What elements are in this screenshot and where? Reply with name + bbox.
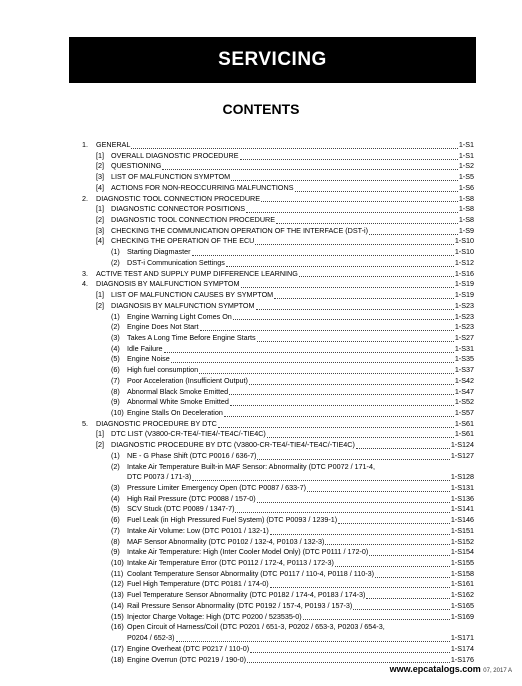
toc-entry-label: Intake Air Temperature Built-in MAF Sensor: Abnormality (DTC P0072 / 171-4, — [127, 461, 375, 471]
toc-entry-page: 1-S2 — [458, 161, 474, 171]
toc-entry[interactable] — [82, 547, 474, 558]
toc-entry-page: 1-S1 — [458, 150, 474, 160]
toc-entry-number: (16) — [111, 622, 124, 632]
toc-entry[interactable] — [82, 365, 474, 376]
toc-leader-dots — [274, 290, 454, 299]
toc-entry-number: (1) — [111, 311, 120, 321]
toc-leader-dots — [218, 419, 454, 428]
toc-entry-label: SCV Stuck (DTC P0089 / 1347-7) — [127, 504, 235, 514]
toc-entry[interactable] — [82, 397, 474, 408]
toc-entry-page: 1-S10 — [454, 236, 474, 246]
toc-entry-number: (10) — [111, 407, 124, 417]
table-of-contents — [82, 140, 474, 665]
toc-entry-number: (5) — [111, 354, 120, 364]
toc-entry[interactable] — [82, 408, 474, 419]
toc-entry-label: Starting Diagmaster — [127, 247, 191, 257]
toc-leader-dots — [307, 483, 450, 492]
toc-entry-number: [3] — [96, 225, 104, 235]
toc-entry-label: DIAGNOSTIC CONNECTOR POSITIONS — [111, 204, 246, 214]
toc-entry-page: 1-S158 — [450, 568, 474, 578]
toc-leader-dots — [303, 611, 450, 620]
toc-entry-label: High fuel consumption — [127, 365, 199, 375]
toc-entry-label: Idle Failure — [127, 343, 163, 353]
toc-leader-dots — [230, 397, 454, 406]
toc-entry-label: ACTIVE TEST AND SUPPLY PUMP DIFFERENCE LEARNING — [96, 268, 298, 278]
toc-leader-dots — [338, 515, 450, 524]
toc-entry-number: (9) — [111, 397, 120, 407]
toc-entry[interactable] — [82, 569, 474, 580]
toc-leader-dots — [369, 226, 458, 235]
toc-entry-page: 1-S52 — [454, 397, 474, 407]
toc-entry-page: 1-S128 — [450, 472, 474, 482]
toc-entry-page: 1-S162 — [450, 590, 474, 600]
toc-entry-label: DIAGNOSIS BY MALFUNCTION SYMPTOM — [96, 279, 240, 289]
toc-leader-dots — [226, 258, 454, 267]
toc-entry-label: High Rail Pressure (DTC P0088 / 157-0) — [127, 493, 256, 503]
toc-entry[interactable] — [82, 140, 474, 151]
toc-leader-dots — [256, 301, 454, 310]
toc-leader-dots — [240, 151, 458, 160]
toc-entry[interactable] — [82, 612, 474, 623]
toc-entry-page: 1-S12 — [454, 257, 474, 267]
toc-leader-dots — [295, 183, 458, 192]
toc-entry-page: 1-S169 — [450, 611, 474, 621]
toc-entry-label: ACTIONS FOR NON-REOCCURRING MALFUNCTIONS — [111, 182, 294, 192]
toc-entry-label: Intake Air Volume: Low (DTC P0101 / 132-1) — [127, 525, 269, 535]
toc-entry[interactable] — [82, 526, 474, 537]
toc-leader-dots — [375, 569, 450, 578]
toc-entry-number: (8) — [111, 386, 120, 396]
toc-leader-dots — [192, 472, 449, 481]
toc-entry-number: 4. — [82, 279, 88, 289]
page-footer — [390, 664, 512, 674]
toc-leader-dots — [192, 247, 454, 256]
toc-leader-dots — [257, 451, 449, 460]
toc-entry-label: Engine Overheat (DTC P0217 / 110-0) — [127, 643, 250, 653]
toc-leader-dots — [235, 504, 449, 513]
toc-entry-number: [1] — [96, 150, 104, 160]
toc-entry-label: Intake Air Temperature: High (Inter Cooler Model Only) (DTC P0111 / 172-0) — [127, 547, 369, 557]
toc-entry[interactable] — [82, 579, 474, 590]
toc-entry-page: 1-S136 — [450, 493, 474, 503]
toc-entry[interactable] — [82, 322, 474, 333]
toc-entry-label: Open Circuit of Harness/Coil (DTC P0201 / 651-3, P0202 / 653-3, P0203 / 654-3, — [127, 622, 385, 632]
toc-leader-dots — [200, 322, 454, 331]
toc-leader-dots — [356, 440, 450, 449]
toc-entry-page: 1-S141 — [450, 504, 474, 514]
toc-entry-number: (2) — [111, 322, 120, 332]
toc-leader-dots — [276, 215, 458, 224]
toc-leader-dots — [335, 558, 450, 567]
toc-entry-number: 5. — [82, 418, 88, 428]
toc-entry-label: DIAGNOSTIC TOOL CONNECTION PROCEDURE — [111, 215, 275, 225]
toc-entry-label: Engine Warning Light Comes On — [127, 311, 232, 321]
toc-entry-number: (13) — [111, 590, 124, 600]
toc-entry-number: 1. — [82, 140, 88, 149]
toc-entry[interactable] — [82, 172, 474, 183]
toc-entry-page: 1-S155 — [450, 558, 474, 568]
toc-entry-label: DIAGNOSTIC PROCEDURE BY DTC — [96, 418, 217, 428]
toc-entry[interactable] — [82, 161, 474, 172]
toc-entry-number: 2. — [82, 193, 88, 203]
toc-entry[interactable] — [82, 312, 474, 323]
toc-entry-label: Fuel Temperature Sensor Abnormality (DTC P0182 / 174-4, P0183 / 174-3) — [127, 590, 366, 600]
toc-entry-label: Injector Charge Voltage: High (DTC P0200 / 523535-0) — [127, 611, 302, 621]
toc-leader-dots — [267, 429, 454, 438]
toc-entry-number: (9) — [111, 547, 120, 557]
toc-entry-page: 1-S35 — [454, 354, 474, 364]
toc-leader-dots — [231, 172, 458, 181]
toc-entry[interactable] — [82, 151, 474, 162]
toc-entry-number: (17) — [111, 643, 124, 653]
toc-leader-dots — [162, 161, 457, 170]
toc-entry-page: 1-S174 — [450, 643, 474, 653]
toc-leader-dots — [270, 526, 450, 535]
toc-leader-dots — [249, 376, 454, 385]
toc-entry-label: Engine Does Not Start — [127, 322, 199, 332]
toc-entry[interactable] — [82, 376, 474, 387]
toc-leader-dots — [255, 236, 453, 245]
toc-leader-dots — [299, 268, 454, 277]
toc-entry-label: DIAGNOSTIC PROCEDURE BY DTC (V3800-CR-TE4/-TIE4/-TE4C/-TIE4C) — [111, 440, 355, 450]
toc-entry-label: QUESTIONING — [111, 161, 162, 171]
toc-entry[interactable] — [82, 269, 474, 280]
toc-entry-label: Fuel Leak (in High Pressured Fuel System) (DTC P0093 / 1239-1) — [127, 515, 338, 525]
toc-entry-number: (5) — [111, 504, 120, 514]
toc-entry-label: GENERAL — [96, 140, 131, 149]
toc-entry-label: Pressure Limiter Emergency Open (DTC P0087 / 633-7) — [127, 483, 306, 492]
toc-leader-dots — [199, 365, 454, 374]
toc-entry-number: (2) — [111, 257, 120, 267]
toc-entry-number: (7) — [111, 525, 120, 535]
toc-entry-label: CHECKING THE OPERATION OF THE ECU — [111, 236, 255, 246]
toc-leader-dots — [325, 536, 449, 545]
toc-leader-dots — [353, 601, 449, 610]
toc-entry-label: MAF Sensor Abnormality (DTC P0102 / 132-4, P0103 / 132-3) — [127, 536, 325, 546]
toc-entry-page: 1-S131 — [450, 483, 474, 492]
toc-entry-label: LIST OF MALFUNCTION SYMPTOM — [111, 172, 231, 182]
toc-entry-number: [2] — [96, 161, 104, 171]
toc-leader-dots — [261, 193, 458, 202]
toc-leader-dots — [241, 279, 454, 288]
toc-entry-page: 1-S57 — [454, 407, 474, 417]
toc-leader-dots — [257, 333, 454, 342]
toc-leader-dots — [257, 494, 450, 503]
toc-leader-dots — [250, 644, 450, 653]
toc-entry[interactable] — [82, 387, 474, 398]
toc-entry-page: 1-S31 — [454, 343, 474, 353]
toc-entry-number: (2) — [111, 461, 120, 471]
toc-entry[interactable] — [82, 301, 474, 312]
toc-entry-label: Fuel High Temperature (DTC P0181 / 174-0) — [127, 579, 269, 589]
toc-entry-page: 1-S176 — [450, 654, 474, 664]
toc-entry-label: CHECKING THE COMMUNICATION OPERATION OF THE INTERFACE (DST-i) — [111, 225, 369, 235]
toc-entry-page: 1-S42 — [454, 375, 474, 385]
toc-entry[interactable] — [82, 590, 474, 601]
toc-entry[interactable] — [82, 451, 474, 462]
toc-entry[interactable] — [82, 558, 474, 569]
banner-title: SERVICING — [218, 49, 327, 70]
toc-entry-number: [1] — [96, 429, 104, 439]
toc-entry-number: (3) — [111, 332, 120, 342]
toc-entry-page: 1-S151 — [450, 525, 474, 535]
toc-entry-number: (4) — [111, 493, 120, 503]
toc-entry-number: [2] — [96, 215, 104, 225]
toc-entry[interactable] — [82, 204, 474, 215]
toc-leader-dots — [176, 633, 450, 642]
toc-entry-number: (15) — [111, 611, 124, 621]
toc-entry-label: P0204 / 652-3) — [127, 633, 175, 643]
toc-entry-label: DTC LIST (V3800-CR-TE4/-TIE4/-TE4C/-TIE4C) — [111, 429, 266, 439]
toc-entry-number: [4] — [96, 236, 104, 246]
toc-entry[interactable] — [82, 537, 474, 548]
toc-entry-page: 1-S37 — [454, 365, 474, 375]
toc-entry-number: (11) — [111, 568, 124, 578]
toc-entry-page: 1-S23 — [454, 300, 474, 310]
toc-entry-label: Engine Overrun (DTC P0219 / 190-0) — [127, 654, 247, 664]
toc-entry-number: (6) — [111, 365, 120, 375]
toc-entry[interactable] — [82, 462, 474, 473]
toc-entry-number: [1] — [96, 204, 104, 214]
toc-entry[interactable] — [82, 344, 474, 355]
toc-entry-label: Poor Acceleration (Insufficient Output) — [127, 375, 248, 385]
toc-leader-dots — [386, 623, 473, 631]
toc-entry-page: 1-S47 — [454, 386, 474, 396]
toc-leader-dots — [270, 579, 450, 588]
toc-entry-number: (8) — [111, 536, 120, 546]
toc-entry-page: 1-S27 — [454, 332, 474, 342]
toc-entry-label: DTC P0073 / 171-3) — [127, 472, 192, 482]
toc-entry[interactable] — [82, 483, 474, 494]
toc-leader-dots — [246, 204, 458, 213]
toc-entry[interactable] — [82, 258, 474, 269]
toc-entry-number: [2] — [96, 440, 104, 450]
toc-entry[interactable] — [82, 601, 474, 612]
footer-watermark[interactable]: www.epcatalogs.com — [389, 664, 481, 674]
toc-leader-dots — [164, 344, 454, 353]
toc-entry-page: 1-S23 — [454, 322, 474, 332]
toc-entry[interactable] — [82, 494, 474, 505]
toc-entry-number: (12) — [111, 579, 124, 589]
toc-entry-page: 1-S8 — [458, 204, 474, 214]
toc-entry-number: (3) — [111, 483, 120, 492]
toc-entry-number: (10) — [111, 558, 124, 568]
toc-entry-label: Abnormal White Smoke Emitted — [127, 397, 229, 407]
toc-entry-page: 1-S6 — [458, 182, 474, 192]
toc-entry-number: (18) — [111, 654, 124, 664]
toc-entry-page: 1-S5 — [458, 172, 474, 182]
toc-entry-page: 1-S23 — [454, 311, 474, 321]
toc-entry-label: Engine Noise — [127, 354, 170, 364]
toc-entry-page: 1-S9 — [458, 225, 474, 235]
toc-entry[interactable] — [82, 633, 474, 644]
toc-entry-page: 1-S127 — [450, 450, 474, 460]
toc-entry-page: 1-S165 — [450, 600, 474, 610]
toc-leader-dots — [224, 408, 454, 417]
toc-entry-label: Takes A Long Time Before Engine Starts — [127, 332, 256, 342]
toc-entry-page: 1-S124 — [450, 440, 474, 450]
toc-entry[interactable] — [82, 247, 474, 258]
toc-leader-dots — [376, 462, 473, 470]
toc-leader-dots — [229, 386, 454, 395]
toc-entry-page: 1-S146 — [450, 515, 474, 525]
toc-entry[interactable] — [82, 419, 474, 430]
toc-entry-number: (7) — [111, 375, 120, 385]
contents-heading: CONTENTS — [222, 101, 300, 117]
toc-entry-label: DIAGNOSIS BY MALFUNCTION SYMPTOM — [111, 300, 255, 310]
toc-leader-dots — [131, 140, 457, 149]
toc-entry-page: 1-S19 — [454, 290, 474, 300]
toc-entry-label: LIST OF MALFUNCTION CAUSES BY SYMPTOM — [111, 290, 274, 300]
toc-leader-dots — [171, 354, 454, 363]
toc-entry[interactable] — [82, 429, 474, 440]
toc-entry-page: 1-S61 — [454, 418, 474, 428]
toc-entry-page: 1-S154 — [450, 547, 474, 557]
toc-entry[interactable] — [82, 515, 474, 526]
toc-entry-number: (1) — [111, 450, 120, 460]
toc-entry[interactable] — [82, 644, 474, 655]
toc-entry-page: 1-S1 — [458, 140, 474, 149]
toc-entry-label: DIAGNOSTIC TOOL CONNECTION PROCEDURE — [96, 193, 260, 203]
toc-entry-number: [4] — [96, 182, 104, 192]
toc-entry[interactable] — [82, 622, 474, 633]
toc-entry-page: 1-S8 — [458, 193, 474, 203]
toc-entry[interactable] — [82, 290, 474, 301]
toc-entry-number: (14) — [111, 600, 124, 610]
toc-leader-dots — [366, 590, 449, 599]
toc-entry-label: Abnormal Black Smoke Emitted — [127, 386, 229, 396]
toc-entry[interactable] — [82, 183, 474, 194]
toc-entry[interactable] — [82, 472, 474, 483]
toc-entry-page: 1-S171 — [450, 633, 474, 643]
toc-entry-page: 1-S8 — [458, 215, 474, 225]
toc-entry-label: Rail Pressure Sensor Abnormality (DTC P0192 / 157-4, P0193 / 157-3) — [127, 600, 353, 610]
toc-entry-number: 3. — [82, 268, 88, 278]
toc-entry-number: [1] — [96, 290, 104, 300]
toc-entry-page: 1-S152 — [450, 536, 474, 546]
footer-date: 07, 2017 A — [483, 668, 512, 674]
toc-entry-label: Coolant Temperature Sensor Abnormality (DTC P0117 / 110-4, P0118 / 110-3) — [127, 568, 375, 578]
toc-entry[interactable] — [82, 333, 474, 344]
toc-entry-label: DST-i Communication Settings — [127, 257, 225, 267]
toc-leader-dots — [369, 547, 450, 556]
toc-entry[interactable] — [82, 504, 474, 515]
toc-entry-page: 1-S19 — [454, 279, 474, 289]
toc-entry-page: 1-S161 — [450, 579, 474, 589]
toc-entry-number: (6) — [111, 515, 120, 525]
toc-entry-number: (4) — [111, 343, 120, 353]
toc-entry[interactable] — [82, 440, 474, 451]
toc-entry[interactable] — [82, 236, 474, 247]
toc-entry-number: (1) — [111, 247, 120, 257]
toc-leader-dots — [233, 311, 454, 320]
toc-entry[interactable] — [82, 194, 474, 205]
toc-entry-page: 1-S16 — [454, 268, 474, 278]
toc-entry[interactable] — [82, 354, 474, 365]
toc-entry-label: Engine Stalls On Deceleration — [127, 407, 223, 417]
toc-entry[interactable] — [82, 226, 474, 237]
toc-entry-label: Intake Air Temperature Error (DTC P0112 / 172-4, P0113 / 172-3) — [127, 558, 334, 568]
toc-leader-dots — [247, 654, 450, 663]
toc-entry-number: [3] — [96, 172, 104, 182]
toc-entry-page: 1-S61 — [454, 429, 474, 439]
toc-entry[interactable] — [82, 215, 474, 226]
toc-entry-number: [2] — [96, 300, 104, 310]
servicing-banner — [69, 37, 476, 83]
toc-entry[interactable] — [82, 279, 474, 290]
toc-entry-label: NE - G Phase Shift (DTC P0016 / 636-7) — [127, 450, 257, 460]
toc-entry-label: OVERALL DIAGNOSTIC PROCEDURE — [111, 150, 239, 160]
toc-entry-page: 1-S10 — [454, 247, 474, 257]
